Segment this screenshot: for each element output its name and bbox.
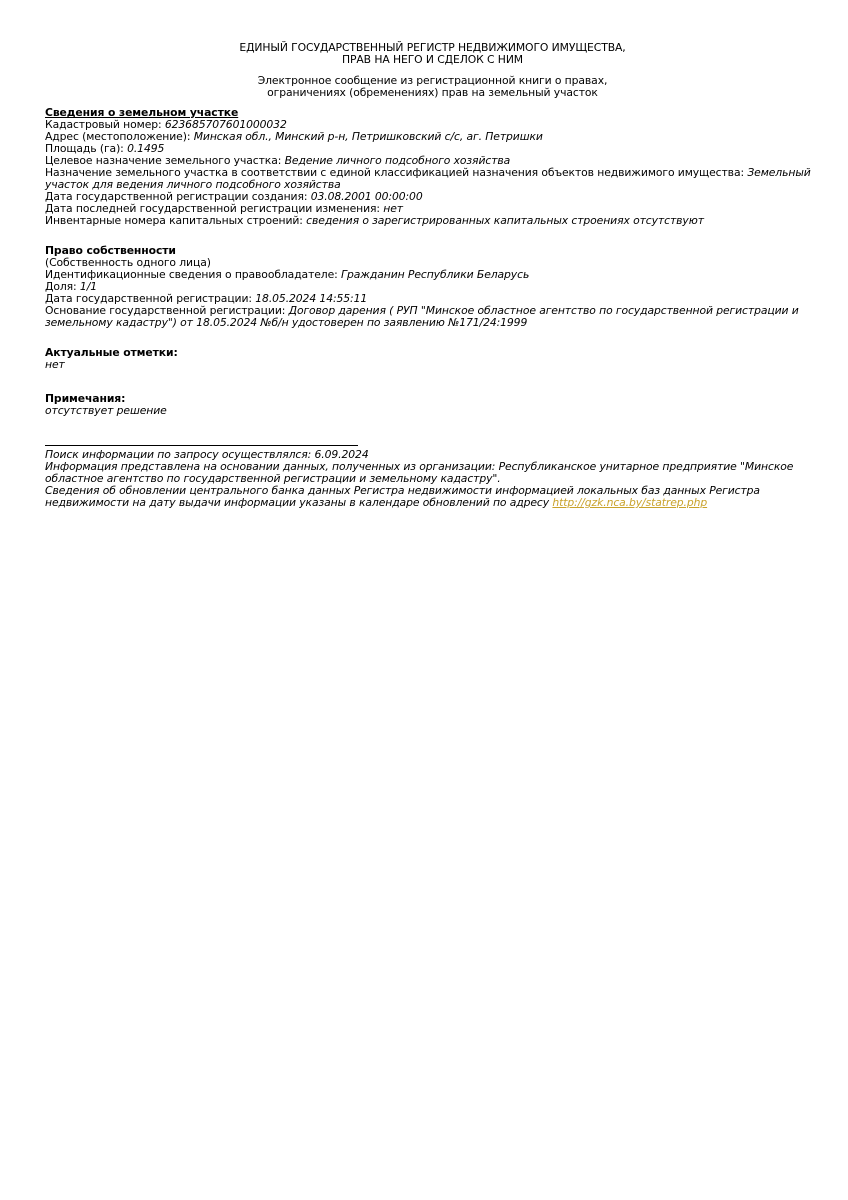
field-value: 623685707601000032 (164, 118, 287, 131)
field-value: 1/1 (79, 280, 97, 293)
notes-value: отсутствует решение (45, 404, 167, 417)
field-value: сведения о зарегистрированных капитальных строениях отсутствуют (306, 214, 704, 227)
section-current-marks (45, 347, 820, 371)
registry-subtitle-line2: ограничениях (обременениях) прав на земельный участок (267, 86, 598, 99)
footer-update-text: Сведения об обновлении центрального банка данных Регистра недвижимости информацией локальных баз данных Регистра недвижимости на дату выдачи информации указаны в календаре обновлений по адресу (45, 484, 760, 509)
field-rightholder (45, 269, 820, 281)
field-label: Идентификационные сведения о правообладателе: (45, 268, 338, 281)
field-value: 0.1495 (127, 142, 165, 155)
footer-source-line: Информация представлена на основании данных, полученных из организации: Республиканское унитарное предприятие "Минское областное агентство по государственной регистрации и земельному кадастру". (45, 460, 794, 485)
field-label: Инвентарные номера капитальных строений: (45, 214, 303, 227)
section-ownership-heading: Право собственности (45, 244, 176, 257)
field-label: Адрес (местоположение): (45, 130, 191, 143)
field-label: Доля: (45, 280, 77, 293)
field-inventory-numbers (45, 215, 820, 227)
field-label: Площадь (га): (45, 142, 124, 155)
field-value: 18.05.2024 14:55:11 (255, 292, 368, 305)
field-value: нет (383, 202, 403, 215)
footer (45, 449, 820, 509)
footer-update-line (45, 485, 820, 509)
field-registration-basis (45, 305, 820, 329)
section-ownership (45, 245, 820, 329)
registry-subtitle (45, 75, 820, 99)
divider-line (45, 445, 358, 446)
footer-search-date-line: Поиск информации по запросу осуществлялся: 6.09.2024 (45, 448, 369, 461)
field-value: Договор дарения ( РУП "Минское областное агентство по государственной регистрации и земельному кадастру") от 18.05.2024 №б/н удостоверен по заявлению №171/24:1999 (45, 304, 799, 329)
registry-title (45, 42, 820, 66)
field-label: Целевое назначение земельного участка: (45, 154, 282, 167)
field-value: Земельный участок для ведения личного подсобного хозяйства (45, 166, 811, 191)
document-body (45, 42, 820, 509)
field-label: Дата государственной регистрации создания: (45, 190, 308, 203)
field-label: Назначение земельного участка в соответствии с единой классификацией назначения объектов недвижимого имущества: (45, 166, 744, 179)
field-label: Основание государственной регистрации: (45, 304, 286, 317)
section-notes (45, 393, 820, 417)
current-marks-value: нет (45, 358, 65, 371)
field-value: Минская обл., Минский р-н, Петришковский с/с, аг. Петришки (193, 130, 543, 143)
field-value: Ведение личного подсобного хозяйства (284, 154, 511, 167)
registry-subtitle-line1: Электронное сообщение из регистрационной книги о правах, (257, 74, 608, 87)
section-notes-heading: Примечания: (45, 392, 126, 405)
field-value: Гражданин Республики Беларусь (341, 268, 530, 281)
field-label: Дата последней государственной регистрации изменения: (45, 202, 380, 215)
field-label: Дата государственной регистрации: (45, 292, 252, 305)
field-value: 03.08.2001 00:00:00 (310, 190, 423, 203)
registry-title-line1: ЕДИНЫЙ ГОСУДАРСТВЕННЫЙ РЕГИСТР НЕДВИЖИМОГО ИМУЩЕСТВА, (239, 41, 626, 54)
section-current-marks-heading: Актуальные отметки: (45, 346, 178, 359)
registry-title-line2: ПРАВ НА НЕГО И СДЕЛОК С НИМ (341, 53, 524, 66)
update-calendar-link[interactable]: http://gzk.nca.by/statrep.php (552, 496, 708, 509)
ownership-type: (Собственность одного лица) (45, 256, 211, 269)
field-label: Кадастровый номер: (45, 118, 162, 131)
field-classification-purpose (45, 167, 820, 191)
section-parcel-heading: Сведения о земельном участке (45, 106, 239, 119)
section-parcel (45, 107, 820, 227)
